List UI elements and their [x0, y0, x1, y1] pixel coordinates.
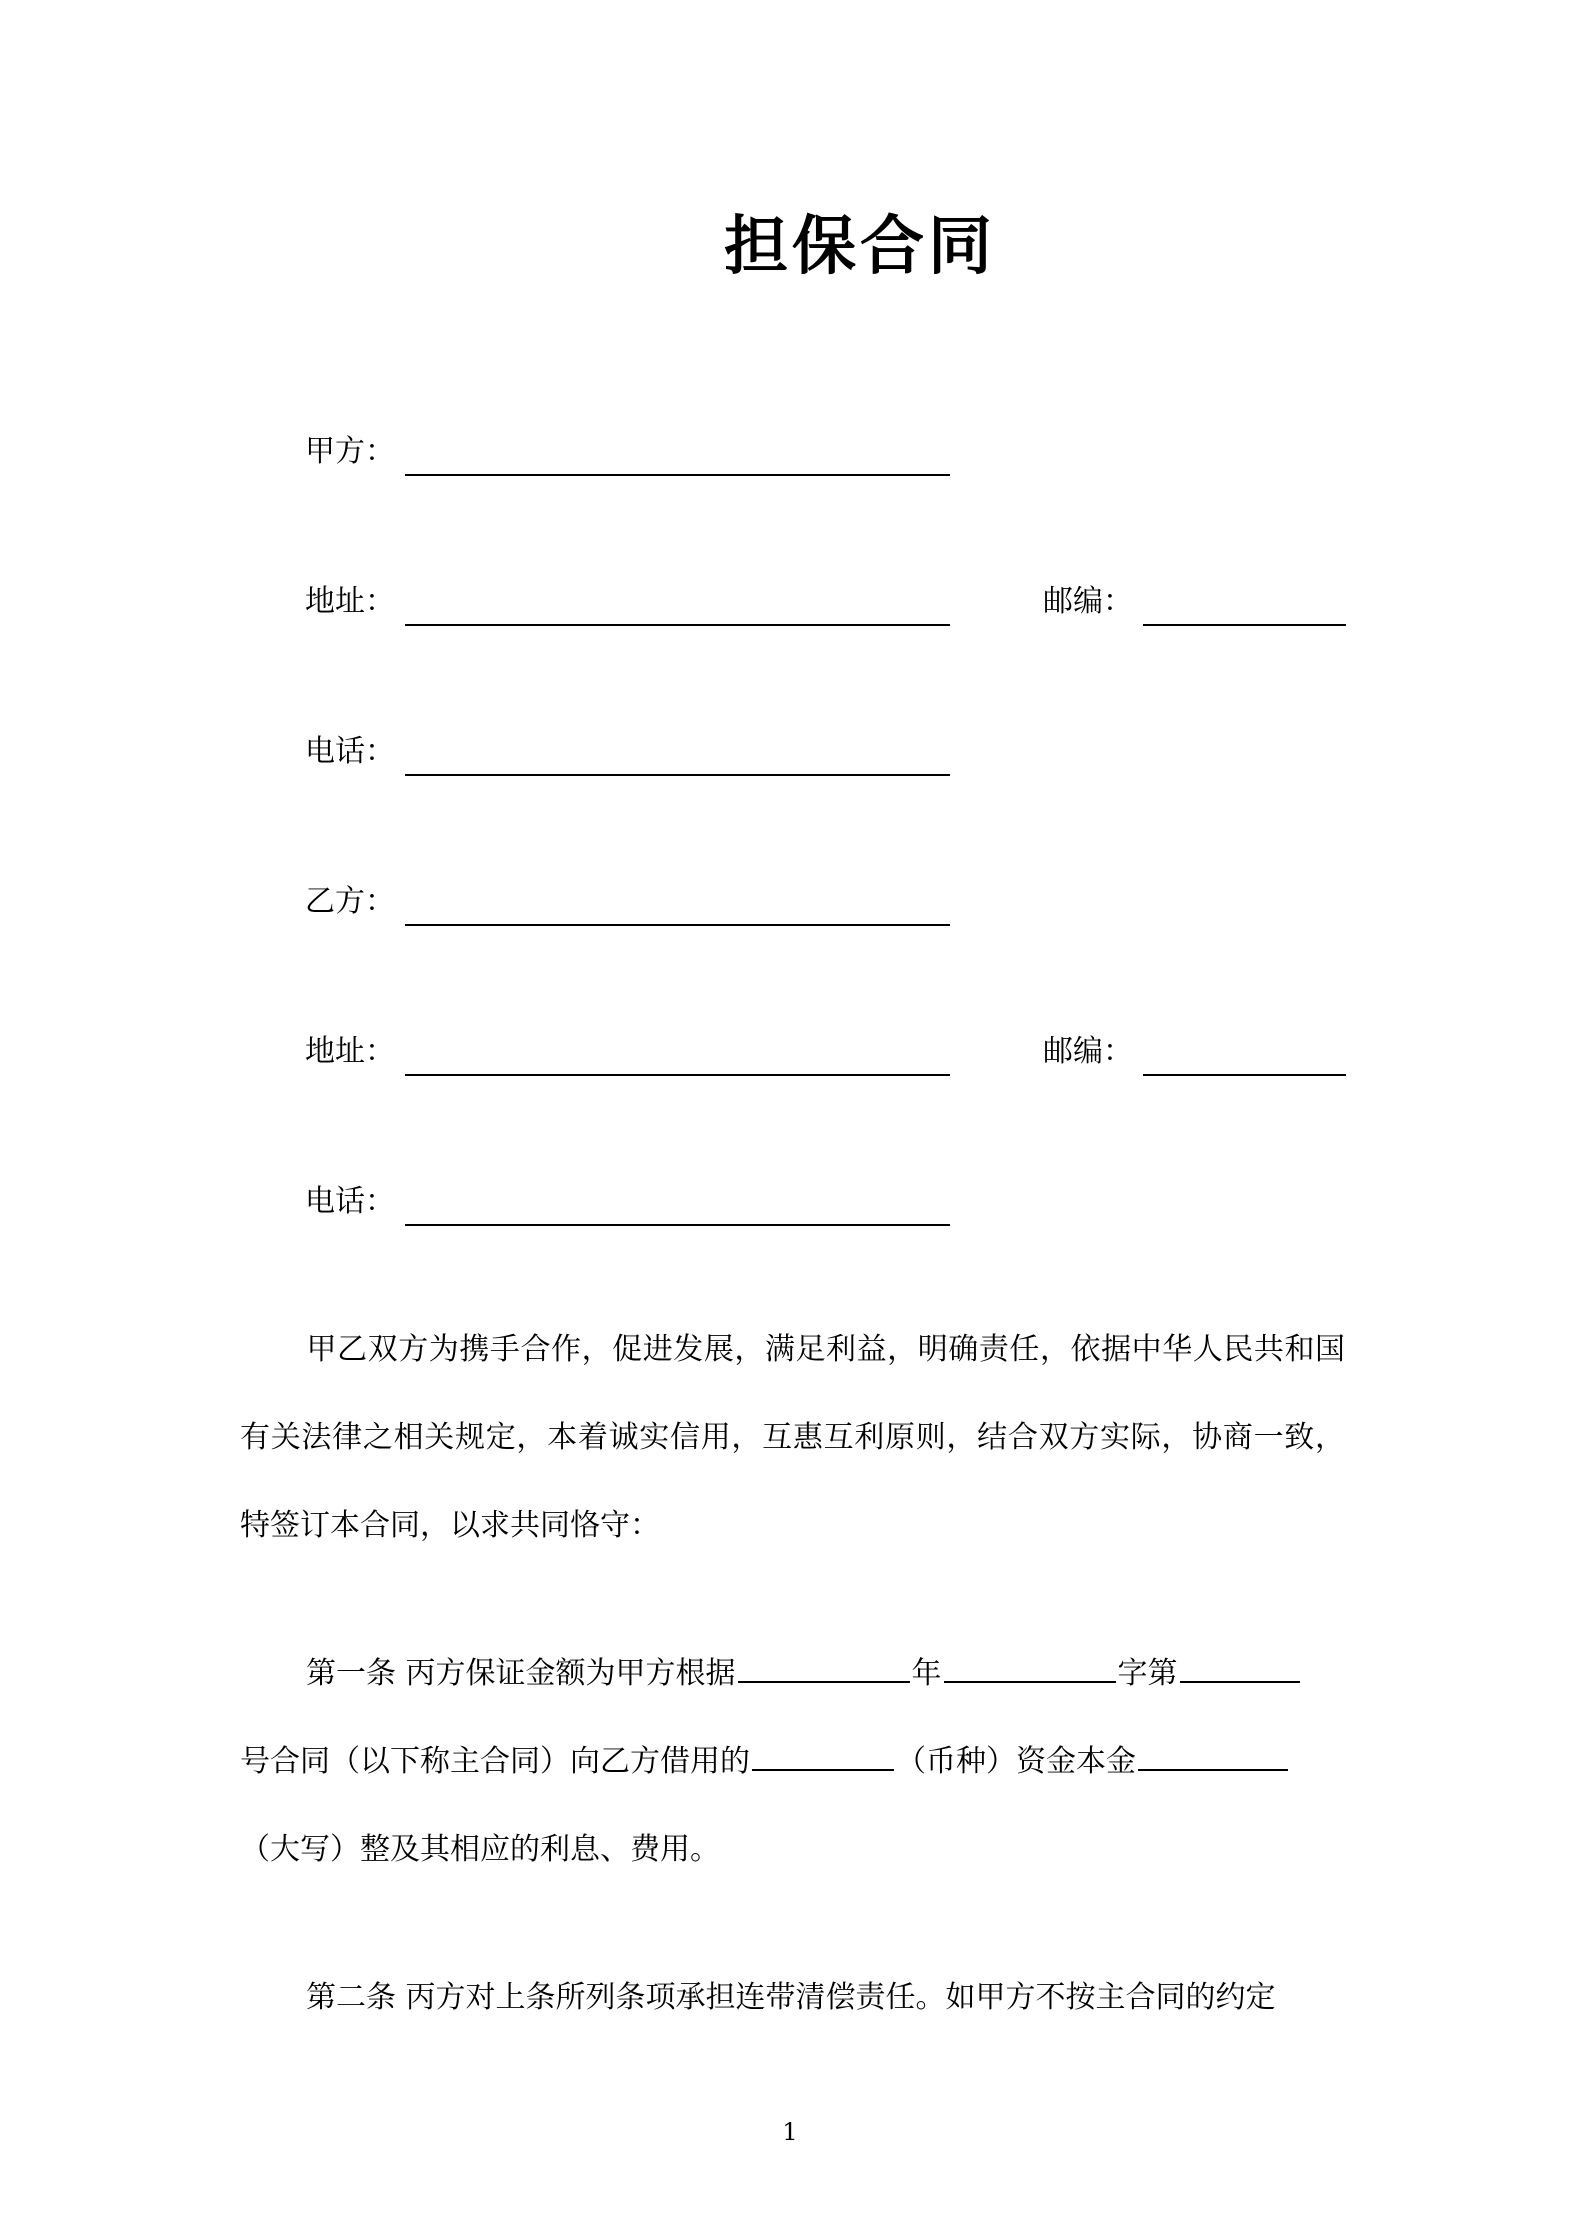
party-a-postcode-field[interactable]: [1143, 624, 1346, 626]
party-b-address-field[interactable]: [405, 1074, 950, 1076]
article-1-paragraph: [240, 1630, 1345, 1894]
party-a-phone-label: 电话：: [305, 734, 395, 769]
document-title: 担保合同: [724, 210, 996, 284]
article-1-blank-year[interactable]: [738, 1653, 910, 1683]
party-b-phone-field[interactable]: [405, 1224, 950, 1226]
preamble-text: 甲乙双方为携手合作，促进发展，满足利益，明确责任，依据中华人民共和国有关法律之相关规定，本着诚实信用，互惠互利原则，结合双方实际，协商一致，特签订本合同，以求共同恪守：: [240, 1332, 1345, 1543]
article-1-part-2: 年: [911, 1656, 942, 1691]
party-b-postcode-label: 邮编：: [1043, 1034, 1133, 1069]
party-b-postcode-field[interactable]: [1143, 1074, 1346, 1076]
party-b-name-label: 乙方：: [305, 884, 395, 919]
party-a-address-field[interactable]: [405, 624, 950, 626]
article-1-part-6: （大写）整及其相应的利息、费用。: [240, 1832, 720, 1867]
article-1-part-3: 字第: [1117, 1656, 1178, 1691]
article-1-blank-prefix[interactable]: [944, 1653, 1116, 1683]
party-b-name-field[interactable]: [405, 924, 950, 926]
party-a-phone-field[interactable]: [405, 774, 950, 776]
article-1-blank-principal[interactable]: [1138, 1741, 1288, 1771]
page-number: 1: [782, 2118, 798, 2146]
article-1-part-4: 号合同（以下称主合同）向乙方借用的: [240, 1744, 750, 1779]
article-1-blank-currency[interactable]: [752, 1741, 894, 1771]
party-b-phone-label: 电话：: [305, 1184, 395, 1219]
party-a-address-label: 地址：: [305, 584, 395, 619]
party-a-postcode-label: 邮编：: [1043, 584, 1133, 619]
party-a-name-field[interactable]: [405, 474, 950, 476]
article-2-paragraph: [240, 1954, 1345, 2042]
party-b-address-label: 地址：: [305, 1034, 395, 1069]
party-a-name-label: 甲方：: [305, 434, 395, 469]
article-2-text: 第二条 丙方对上条所列条项承担连带清偿责任。如甲方不按主合同的约定: [306, 1980, 1276, 2015]
article-1-part-1: 第一条 丙方保证金额为甲方根据: [306, 1656, 736, 1691]
article-1-blank-number[interactable]: [1180, 1653, 1300, 1683]
article-1-part-5: （币种）资金本金: [896, 1744, 1136, 1779]
preamble-paragraph: [240, 1306, 1345, 1570]
